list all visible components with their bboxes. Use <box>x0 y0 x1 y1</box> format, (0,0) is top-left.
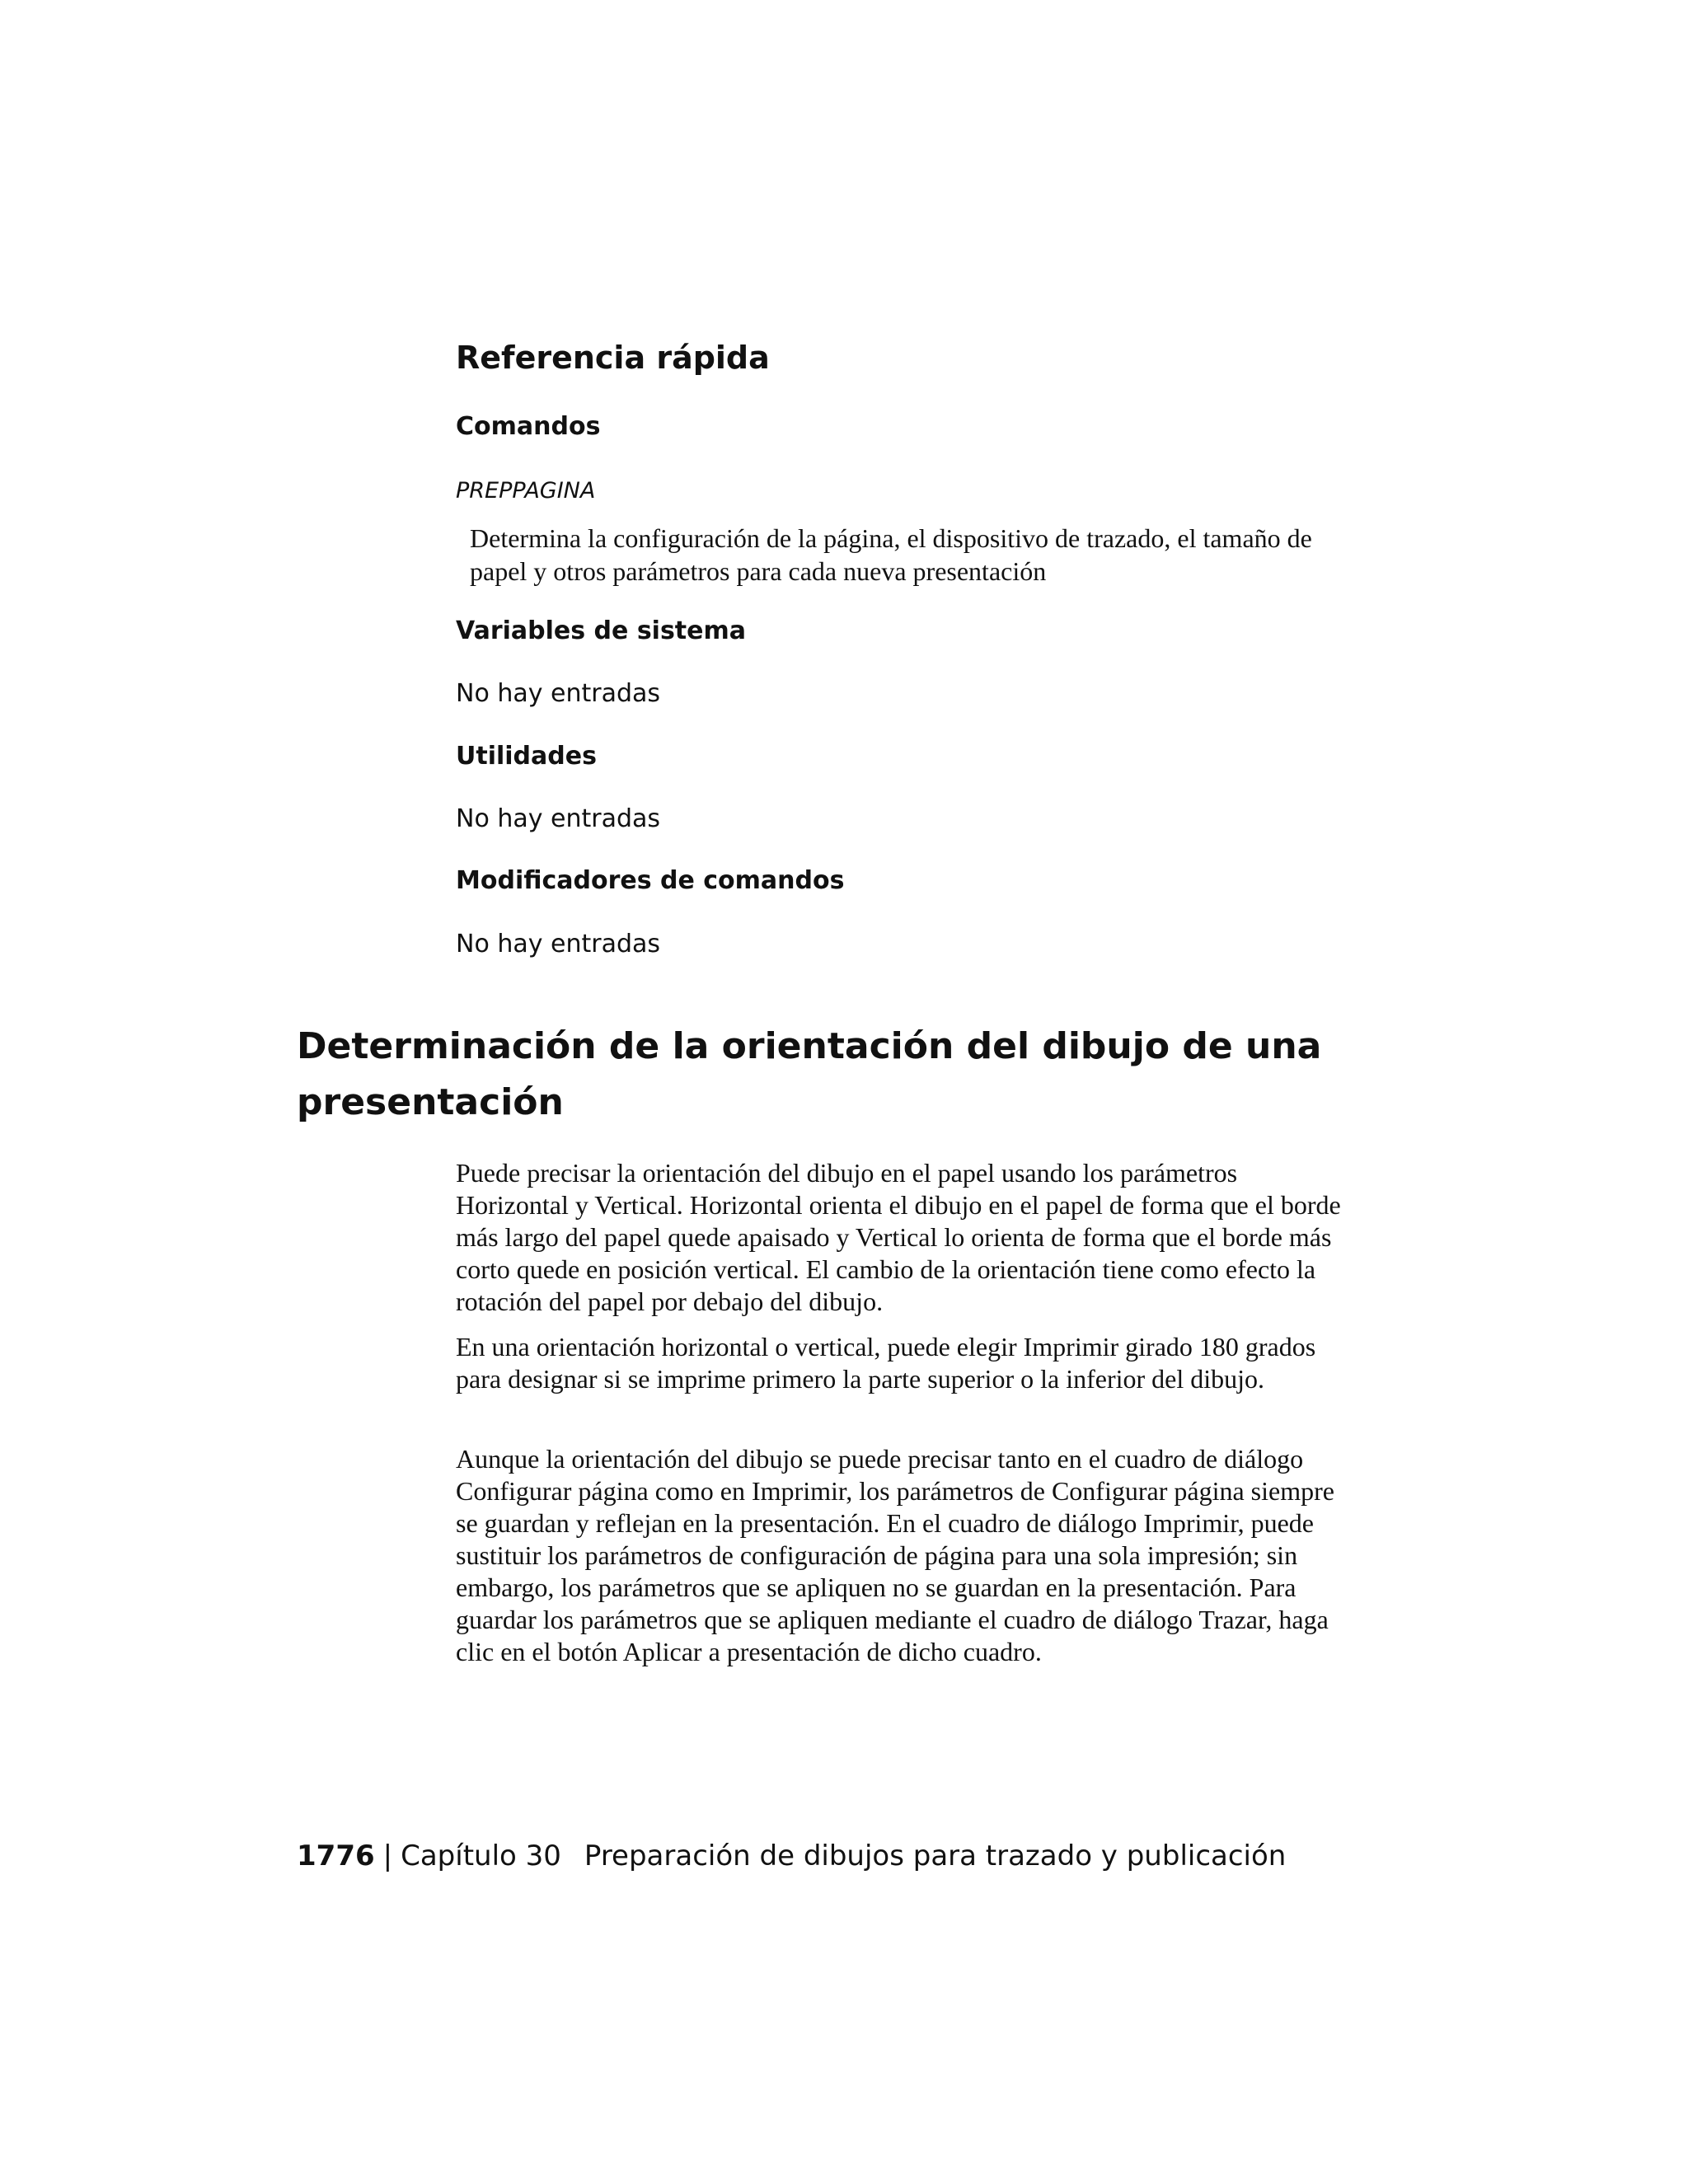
footer-separator: | <box>382 1840 393 1872</box>
page-number: 1776 <box>297 1840 375 1872</box>
command-name: PREPPAGINA <box>456 478 596 504</box>
section-paragraph-2: En una orientación horizontal o vertical, puede elegir Imprimir girado 180 grados para designar si se imprime primero la parte superior o la inferior del dibujo. <box>456 1332 1316 1394</box>
commands-heading: Comandos <box>456 412 601 441</box>
command-modifiers-value: No hay entradas <box>456 930 661 958</box>
command-modifiers-heading: Modificadores de comandos <box>456 866 845 895</box>
footer-chapter-title: Preparación de dibujos para trazado y publicación <box>584 1840 1287 1872</box>
section-paragraph-1: Puede precisar la orientación del dibujo en el papel usando los parámetros Horizontal y Vertical. Horizontal orienta el dibujo en el papel de forma que el borde más largo del papel quede apaisado y Vertical lo orienta de forma que el borde más corto quede en posición vertical. El cambio de la orientación tiene como efecto la rotación del papel por debajo del dibujo. <box>456 1158 1341 1316</box>
footer-chapter: Capítulo 30 <box>401 1840 561 1872</box>
utilities-heading: Utilidades <box>456 742 597 771</box>
system-variables-heading: Variables de sistema <box>456 616 747 645</box>
command-description: Determina la configuración de la página, el dispositivo de trazado, el tamaño de papel y otros parámetros para cada nueva presentación <box>470 523 1312 586</box>
page-footer <box>297 1840 1286 1872</box>
system-variables-value: No hay entradas <box>456 679 661 708</box>
section-title: Determinación de la orientación del dibujo de una presentación <box>297 1025 1322 1123</box>
utilities-value: No hay entradas <box>456 804 661 833</box>
section-paragraph-3: Aunque la orientación del dibujo se puede precisar tanto en el cuadro de diálogo Configurar página como en Imprimir, los parámetros de Configurar página siempre se guardan y reflejan en la presentación. En el cuadro de diálogo Imprimir, puede sustituir los parámetros de configuración de página para una sola impresión; sin embargo, los parámetros que se apliquen no se guardan en la presentación. Para guardar los parámetros que se apliquen mediante el cuadro de diálogo Trazar, haga clic en el botón Aplicar a presentación de dicho cuadro. <box>456 1444 1334 1666</box>
quick-reference-heading: Referencia rápida <box>456 340 770 376</box>
